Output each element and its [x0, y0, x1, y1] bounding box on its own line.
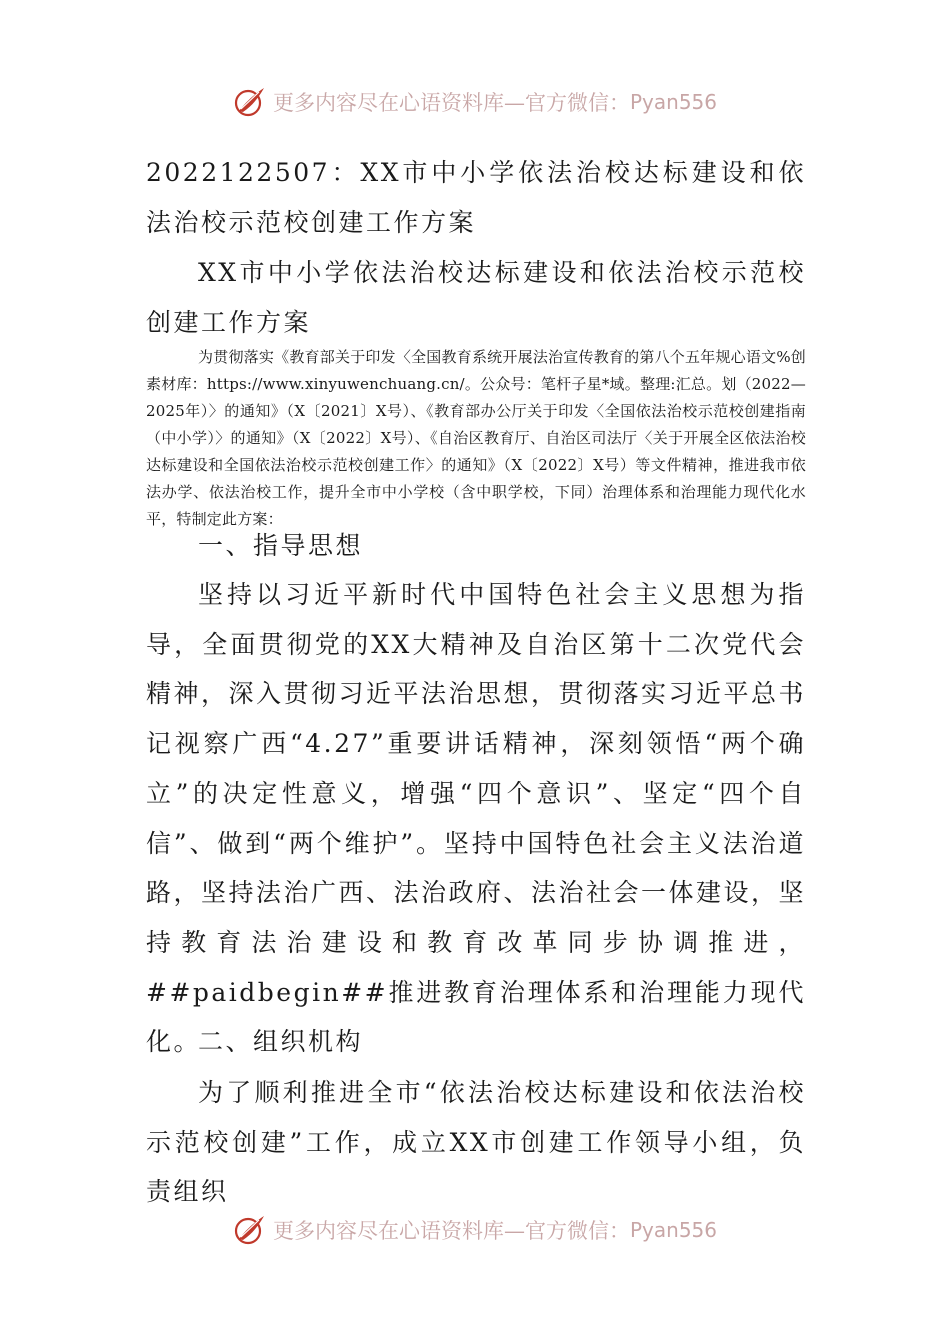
- watermark-id: Pyan556: [629, 90, 717, 114]
- section-heading-guiding-ideology: 一、指导思想: [198, 531, 364, 560]
- document-title-line: 2022122507：XX市中小学依法治校达标建设和依法治校示范校创建工作方案: [146, 158, 806, 237]
- intro-paragraph: 为贯彻落实《教育部关于印发〈全国教育系统开展法治宣传教育的第八个五年规心语文%创素材库：https://www.xinyuwenchuang.cn/。公众号：笔杆子星*域。整理:汇总。划（2022—2025年）〉的通知》（X〔2021〕X号）、《教育部办公厅关于印发〈全国依法治校示范校创建指南（中小学）〉的通知》（X〔2022〕X号）、《自治区教育厅、自治区司法厅〈关于开展全区依法治校达标建设和全国依法治校示范校创建工作〉的通知》（X〔2022〕X号）等文件精神，推进我市依法办学、依法治校工作，提升全市中小学校（含中职学校，下同）治理体系和治理能力现代化水平，特制定此方案：: [146, 348, 806, 528]
- document-subtitle: XX市中小学依法治校达标建设和依法治校示范校创建工作方案: [146, 258, 806, 337]
- section-body-guiding-ideology: 坚持以习近平新时代中国特色社会主义思想为指导，全面贯彻党的XX大精神及自治区第十二次党代会精神，深入贯彻习近平法治思想，贯彻落实习近平总书记视察广西“4.27”重要讲话精神，深刻领悟“两个确立”的决定性意义，增强“四个意识”、坚定“四个自信”、做到“两个维护”。坚持中国特色社会主义法治道路，坚持法治广西、法治政府、法治社会一体建设，坚持教育法治建设和教育改革同步协调推进，##paidbegin##推进教育治理体系和治理能力现代化。: [146, 580, 807, 1057]
- watermark-id: Pyan556: [629, 1218, 717, 1242]
- watermark-banner-top: [0, 82, 950, 122]
- section-heading-organization: 二、组织机构: [198, 1027, 364, 1056]
- section-body-organization: 为了顺利推进全市“依法治校达标建设和依法治校示范校创建”工作，成立XX市创建工作领导小组，负责组织: [146, 1078, 806, 1207]
- watermark-text: 更多内容尽在心语资料库—官方微信：: [272, 91, 630, 115]
- watermark-banner-bottom: [0, 1210, 950, 1250]
- quill-logo-icon: [233, 1213, 267, 1247]
- watermark-text: 更多内容尽在心语资料库—官方微信：: [272, 1219, 630, 1243]
- quill-logo-icon: [233, 85, 267, 119]
